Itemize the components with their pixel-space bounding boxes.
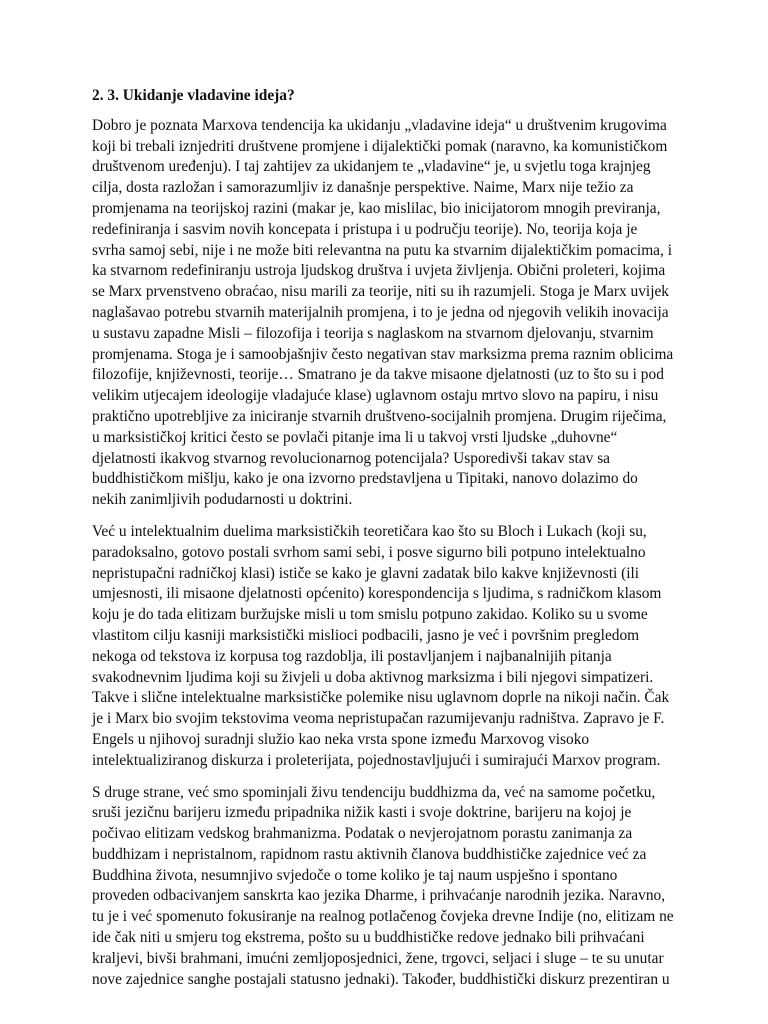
text-line: proveden odbacivanjem sanskrta kao jezika Dharme, i prihvaćanje narodnih jezika. Naravno,	[92, 887, 666, 905]
text-line: Već u intelektualnim duelima marksističkih teoretičara kao što su Bloch i Lukach (koji su,	[92, 522, 647, 540]
text-line: redefiniranja i sasvim novih koncepata i pristupa i u području teorije). No, teorija koja je	[92, 220, 638, 238]
text-line: vlastitom cilju kasniji marksistički mislioci podbacili, jasno je već i površnim pregledom	[92, 626, 640, 644]
text-line: tu je i već spomenuto fokusiranje na realnog potlačenog čovjeka drevne Indije (no, elitizam ne	[92, 908, 674, 926]
text-line: nepristupačni radničkoj klasi) ističe se kako je glavni zadatak bilo kakve književnosti (ili	[92, 564, 640, 582]
text-line: društvenom uređenju). I taj zahtijev za ukidanjem te „vladavine“ je, u svjetlu toga krajnjeg	[92, 158, 651, 176]
text-line: promjenama na teorijskoj razini (makar je, kao mislilac, bio inicijatorom mnogih previranja,	[92, 199, 661, 217]
text-line: nekih zanimljivih podudarnosti u doktrini.	[92, 491, 353, 509]
text-line: koju je do tada elitizam buržujske misli u tom smislu potpuno zakidao. Koliko su u svome	[92, 606, 648, 624]
paragraph-2	[92, 522, 681, 772]
text-line: svakodnevnim ljudima koji su živjeli u doba aktivnog marksizma i bili njegovi simpatizeri.	[92, 668, 654, 686]
text-line: Takve i slične intelektualne marksističke polemike nisu uglavnom doprle na nikoji način. Čak	[92, 689, 670, 707]
text-line: Dobro je poznata Marxova tendencija ka ukidanju „vladavine ideja“ u društvenim krugovima	[92, 116, 667, 134]
text-line: koji bi trebali iznjedriti društvene promjene i dijalektički pomak (naravno, ka komunističkom	[92, 137, 668, 155]
text-line: u sustavu zapadne Misli – filozofija i teorija s naglaskom na stvarnom djelovanju, stvarnim	[92, 324, 654, 342]
text-line: nekoga od tekstova iz korpusa tog razdoblja, ili postavljanjem i najbanalnijih pitanja	[92, 647, 612, 665]
text-line: filozofije, književnosti, teorije… Smatrano je da takve misaone djelatnosti (uz to što su i pod	[92, 366, 664, 384]
text-line: je i Marx bio svojim tekstovima veoma nepristupačan razumijevanju radništva. Zapravo je F.	[92, 710, 665, 728]
text-line: praktično upotrebljive za iniciranje stvarnih društveno-socijalnih promjena. Drugim riječima,	[92, 407, 667, 425]
text-line: promjenama. Stoga je i samoobjašnjiv često negativan stav marksizma prema raznim oblicima	[92, 345, 674, 363]
text-line: buddhističkom mišlju, kako je ona izvorno predstavljena u Tipitaki, nanovo dolazimo do	[92, 470, 638, 488]
section-heading: 2. 3. Ukidanje vladavine ideja?	[92, 87, 295, 104]
text-line: ka stvarnom redefiniranju ustroja ljudskog društva i uvjeta življenja. Obični proleteri, kojima	[92, 262, 666, 280]
text-line: paradoksalno, gotovo postali svrhom sami sebi, i posve sigurno bili potpuno intelektualno	[92, 543, 646, 561]
text-line: se Marx prvenstveno obraćao, nisu marili za teorije, niti su ih razumjeli. Stoga je Marx uvijek	[92, 283, 669, 301]
paragraph-1	[92, 116, 681, 511]
text-line: velikim utjecajem ideologije vladajuće klase) uglavnom ostaju mrtvo slovo na papiru, i nisu	[92, 387, 659, 405]
text-line: sruši jezičnu barijeru između pripadnika nižik kasti i svoje doktrine, barijeru na kojoj je	[92, 804, 632, 822]
text-line: svrha samoj sebi, nije i ne može biti relevantna na putu ka stvarnim dijalektičkim pomacima, i	[92, 241, 672, 259]
paragraph-3	[92, 783, 681, 991]
text-line: umjesnosti, ili misaone djelatnosti općenito) korespondencija s ljudima, s radničkom klasom	[92, 585, 662, 603]
text-line: nove zajednice sanghe postajali statusno jednaki). Također, buddhistički diskurz prezentiran u	[92, 970, 670, 988]
text-line: S druge strane, već smo spominjali živu tendenciju buddhizma da, već na samome početku,	[92, 783, 656, 801]
text-line: Engels u njihovoj suradnji služio kao neka vrsta spone između Marxovog visoko	[92, 730, 590, 748]
text-line: buddhizam i nepristalnom, rapidnom rastu aktivnih članova buddhističke zajednice već za	[92, 845, 647, 863]
text-line: djelatnosti ikakvog stvarnog revolucionarnog potencijala? Usporedivši takav stav sa	[92, 449, 611, 467]
text-line: Buddhina života, nesumnjivo svjedoče o tome koliko je taj naum uspješno i spontano	[92, 866, 618, 884]
document-page	[92, 86, 681, 1001]
text-line: naglašavao potrebu stvarnih materijalnih promjena, i to je jedna od njegovih velikih inovacija	[92, 303, 669, 321]
text-line: ide čak niti u smjeru tog ekstrema, pošto su u buddhističke redove jednako bili prihvaćani	[92, 929, 645, 947]
text-line: kraljevi, bivši brahmani, imućni zemljoposjednici, žene, trgovci, seljaci i sluge – te su unutar	[92, 949, 664, 967]
text-line: počivao elitizam vedskog brahmanizma. Podatak o nevjerojatnom porastu zanimanja za	[92, 825, 633, 843]
text-line: u marksističkoj kritici često se povlači pitanje ima li u takvoj vrsti ljudske „duhovne“	[92, 428, 618, 446]
text-line: cilja, dosta razložan i samorazumljiv iz današnje perspektive. Naime, Marx nije težio za	[92, 179, 634, 197]
text-line: intelektualiziranog diskurza i proleterijata, pojednostavljujući i sumirajući Marxov program.	[92, 751, 661, 769]
